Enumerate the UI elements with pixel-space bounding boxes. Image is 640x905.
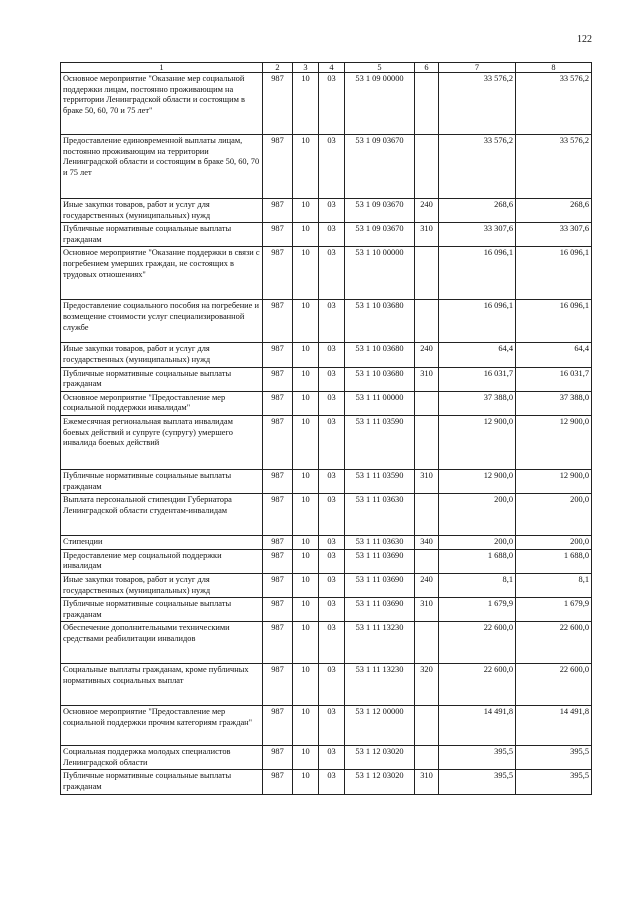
row-target-article: 53 1 11 03590 bbox=[345, 415, 415, 469]
row-name: Публичные нормативные социальные выплаты гражданам bbox=[61, 223, 263, 247]
row-subsection: 03 bbox=[319, 343, 345, 367]
row-target-article: 53 1 11 13230 bbox=[345, 664, 415, 706]
row-amount-col7: 395,5 bbox=[439, 770, 516, 794]
row-name: Социальная поддержка молодых специалистов Ленинградской области bbox=[61, 746, 263, 770]
row-section: 10 bbox=[293, 247, 319, 300]
row-code: 987 bbox=[263, 622, 293, 664]
row-section: 10 bbox=[293, 415, 319, 469]
row-code: 987 bbox=[263, 135, 293, 199]
row-name: Предоставление единовременной выплаты лицам, постоянно проживающим на территории Ленинградской области и состоящим в браке 50, 60, 70 и 75 лет bbox=[61, 135, 263, 199]
row-section: 10 bbox=[293, 549, 319, 573]
table-row bbox=[61, 73, 592, 135]
row-amount-col8: 16 031,7 bbox=[516, 367, 592, 391]
row-section: 10 bbox=[293, 367, 319, 391]
budget-table bbox=[60, 62, 592, 795]
row-code: 987 bbox=[263, 223, 293, 247]
row-amount-col8: 200,0 bbox=[516, 536, 592, 550]
row-section: 10 bbox=[293, 706, 319, 746]
header-cell: 1 bbox=[61, 63, 263, 73]
row-amount-col8: 22 600,0 bbox=[516, 622, 592, 664]
row-amount-col7: 33 576,2 bbox=[439, 135, 516, 199]
row-amount-col8: 37 388,0 bbox=[516, 391, 592, 415]
row-expense-kind: 240 bbox=[415, 199, 439, 223]
row-expense-kind bbox=[415, 706, 439, 746]
row-target-article: 53 1 11 03690 bbox=[345, 549, 415, 573]
row-target-article: 53 1 11 03630 bbox=[345, 494, 415, 536]
header-cell: 7 bbox=[439, 63, 516, 73]
row-target-article: 53 1 11 00000 bbox=[345, 391, 415, 415]
row-target-article: 53 1 09 03670 bbox=[345, 199, 415, 223]
row-subsection: 03 bbox=[319, 415, 345, 469]
row-amount-col7: 395,5 bbox=[439, 746, 516, 770]
row-code: 987 bbox=[263, 536, 293, 550]
row-expense-kind: 310 bbox=[415, 223, 439, 247]
row-subsection: 03 bbox=[319, 223, 345, 247]
row-expense-kind: 310 bbox=[415, 598, 439, 622]
row-expense-kind bbox=[415, 391, 439, 415]
row-section: 10 bbox=[293, 770, 319, 794]
table-row bbox=[61, 536, 592, 550]
row-amount-col8: 200,0 bbox=[516, 494, 592, 536]
row-code: 987 bbox=[263, 199, 293, 223]
table-row bbox=[61, 367, 592, 391]
row-name: Основное мероприятие "Предоставление мер социальной поддержки инвалидам" bbox=[61, 391, 263, 415]
row-target-article: 53 1 11 03630 bbox=[345, 536, 415, 550]
row-expense-kind bbox=[415, 247, 439, 300]
row-amount-col7: 22 600,0 bbox=[439, 622, 516, 664]
row-amount-col7: 16 096,1 bbox=[439, 247, 516, 300]
row-subsection: 03 bbox=[319, 664, 345, 706]
row-subsection: 03 bbox=[319, 622, 345, 664]
row-target-article: 53 1 10 03680 bbox=[345, 367, 415, 391]
row-name: Предоставление социального пособия на погребение и возмещение стоимости услуг специализированной службе bbox=[61, 300, 263, 343]
row-amount-col7: 16 031,7 bbox=[439, 367, 516, 391]
page-number: 122 bbox=[577, 34, 592, 45]
row-code: 987 bbox=[263, 746, 293, 770]
header-cell: 2 bbox=[263, 63, 293, 73]
row-amount-col8: 16 096,1 bbox=[516, 300, 592, 343]
row-expense-kind bbox=[415, 622, 439, 664]
row-expense-kind: 310 bbox=[415, 469, 439, 493]
row-subsection: 03 bbox=[319, 469, 345, 493]
table-row bbox=[61, 573, 592, 597]
row-subsection: 03 bbox=[319, 573, 345, 597]
row-target-article: 53 1 12 03020 bbox=[345, 770, 415, 794]
row-target-article: 53 1 10 00000 bbox=[345, 247, 415, 300]
row-subsection: 03 bbox=[319, 199, 345, 223]
table-row bbox=[61, 770, 592, 794]
row-target-article: 53 1 11 13230 bbox=[345, 622, 415, 664]
header-row bbox=[61, 63, 592, 73]
row-amount-col7: 1 679,9 bbox=[439, 598, 516, 622]
row-subsection: 03 bbox=[319, 300, 345, 343]
row-subsection: 03 bbox=[319, 135, 345, 199]
row-amount-col7: 8,1 bbox=[439, 573, 516, 597]
row-amount-col8: 33 576,2 bbox=[516, 135, 592, 199]
row-amount-col7: 1 688,0 bbox=[439, 549, 516, 573]
row-amount-col8: 395,5 bbox=[516, 770, 592, 794]
row-amount-col8: 16 096,1 bbox=[516, 247, 592, 300]
row-code: 987 bbox=[263, 247, 293, 300]
row-name: Иные закупки товаров, работ и услуг для государственных (муниципальных) нужд bbox=[61, 343, 263, 367]
table-row bbox=[61, 391, 592, 415]
row-code: 987 bbox=[263, 494, 293, 536]
row-expense-kind: 240 bbox=[415, 343, 439, 367]
row-code: 987 bbox=[263, 549, 293, 573]
row-name: Иные закупки товаров, работ и услуг для государственных (муниципальных) нужд bbox=[61, 199, 263, 223]
row-target-article: 53 1 09 03670 bbox=[345, 135, 415, 199]
row-name: Ежемесячная региональная выплата инвалидам боевых действий и супруге (супругу) умершего инвалида боевых действий bbox=[61, 415, 263, 469]
row-section: 10 bbox=[293, 300, 319, 343]
row-name: Публичные нормативные социальные выплаты гражданам bbox=[61, 469, 263, 493]
row-target-article: 53 1 09 00000 bbox=[345, 73, 415, 135]
row-section: 10 bbox=[293, 746, 319, 770]
row-subsection: 03 bbox=[319, 549, 345, 573]
row-amount-col8: 33 576,2 bbox=[516, 73, 592, 135]
header-cell: 6 bbox=[415, 63, 439, 73]
row-amount-col8: 12 900,0 bbox=[516, 469, 592, 493]
table-row bbox=[61, 664, 592, 706]
row-code: 987 bbox=[263, 415, 293, 469]
row-section: 10 bbox=[293, 135, 319, 199]
table-row bbox=[61, 343, 592, 367]
row-amount-col7: 12 900,0 bbox=[439, 469, 516, 493]
row-target-article: 53 1 10 03680 bbox=[345, 300, 415, 343]
header-cell: 4 bbox=[319, 63, 345, 73]
row-amount-col8: 1 679,9 bbox=[516, 598, 592, 622]
row-amount-col7: 16 096,1 bbox=[439, 300, 516, 343]
header-cell: 5 bbox=[345, 63, 415, 73]
row-expense-kind bbox=[415, 415, 439, 469]
table-row bbox=[61, 415, 592, 469]
row-amount-col7: 12 900,0 bbox=[439, 415, 516, 469]
row-name: Обеспечение дополнительными техническими средствами реабилитации инвалидов bbox=[61, 622, 263, 664]
row-target-article: 53 1 11 03590 bbox=[345, 469, 415, 493]
row-amount-col7: 268,6 bbox=[439, 199, 516, 223]
row-expense-kind: 340 bbox=[415, 536, 439, 550]
table-row bbox=[61, 135, 592, 199]
row-code: 987 bbox=[263, 391, 293, 415]
table-row bbox=[61, 746, 592, 770]
table-row bbox=[61, 223, 592, 247]
row-subsection: 03 bbox=[319, 706, 345, 746]
row-section: 10 bbox=[293, 536, 319, 550]
row-code: 987 bbox=[263, 573, 293, 597]
row-section: 10 bbox=[293, 664, 319, 706]
row-subsection: 03 bbox=[319, 247, 345, 300]
row-amount-col8: 12 900,0 bbox=[516, 415, 592, 469]
row-section: 10 bbox=[293, 622, 319, 664]
row-amount-col7: 33 576,2 bbox=[439, 73, 516, 135]
row-target-article: 53 1 09 03670 bbox=[345, 223, 415, 247]
row-section: 10 bbox=[293, 391, 319, 415]
row-code: 987 bbox=[263, 706, 293, 746]
row-subsection: 03 bbox=[319, 391, 345, 415]
row-subsection: 03 bbox=[319, 536, 345, 550]
row-name: Социальные выплаты гражданам, кроме публичных нормативных социальных выплат bbox=[61, 664, 263, 706]
table-row bbox=[61, 247, 592, 300]
row-code: 987 bbox=[263, 664, 293, 706]
row-amount-col8: 8,1 bbox=[516, 573, 592, 597]
row-amount-col8: 22 600,0 bbox=[516, 664, 592, 706]
row-section: 10 bbox=[293, 469, 319, 493]
row-amount-col8: 1 688,0 bbox=[516, 549, 592, 573]
table-row bbox=[61, 549, 592, 573]
row-name: Публичные нормативные социальные выплаты гражданам bbox=[61, 598, 263, 622]
row-target-article: 53 1 11 03690 bbox=[345, 573, 415, 597]
row-target-article: 53 1 10 03680 bbox=[345, 343, 415, 367]
header-cell: 3 bbox=[293, 63, 319, 73]
row-code: 987 bbox=[263, 367, 293, 391]
row-name: Публичные нормативные социальные выплаты гражданам bbox=[61, 770, 263, 794]
row-amount-col7: 22 600,0 bbox=[439, 664, 516, 706]
row-code: 987 bbox=[263, 73, 293, 135]
row-section: 10 bbox=[293, 343, 319, 367]
table-row bbox=[61, 199, 592, 223]
table-row bbox=[61, 622, 592, 664]
row-target-article: 53 1 12 00000 bbox=[345, 706, 415, 746]
row-expense-kind: 320 bbox=[415, 664, 439, 706]
table-row bbox=[61, 469, 592, 493]
row-amount-col8: 64,4 bbox=[516, 343, 592, 367]
row-expense-kind bbox=[415, 746, 439, 770]
row-section: 10 bbox=[293, 573, 319, 597]
header-cell: 8 bbox=[516, 63, 592, 73]
row-amount-col7: 33 307,6 bbox=[439, 223, 516, 247]
row-code: 987 bbox=[263, 343, 293, 367]
row-amount-col7: 200,0 bbox=[439, 536, 516, 550]
row-amount-col8: 33 307,6 bbox=[516, 223, 592, 247]
row-expense-kind bbox=[415, 135, 439, 199]
row-subsection: 03 bbox=[319, 770, 345, 794]
row-amount-col7: 200,0 bbox=[439, 494, 516, 536]
row-code: 987 bbox=[263, 770, 293, 794]
row-section: 10 bbox=[293, 598, 319, 622]
row-target-article: 53 1 12 03020 bbox=[345, 746, 415, 770]
row-expense-kind: 310 bbox=[415, 367, 439, 391]
row-expense-kind bbox=[415, 73, 439, 135]
row-amount-col7: 37 388,0 bbox=[439, 391, 516, 415]
row-section: 10 bbox=[293, 494, 319, 536]
row-name: Основное мероприятие "Предоставление мер социальной поддержки прочим категориям граждан" bbox=[61, 706, 263, 746]
row-amount-col8: 268,6 bbox=[516, 199, 592, 223]
row-expense-kind: 240 bbox=[415, 573, 439, 597]
row-amount-col8: 14 491,8 bbox=[516, 706, 592, 746]
table-row bbox=[61, 706, 592, 746]
row-subsection: 03 bbox=[319, 367, 345, 391]
table-row bbox=[61, 598, 592, 622]
row-name: Основное мероприятие "Оказание поддержки в связи с погребением умерших граждан, не состоящих в трудовых отношениях" bbox=[61, 247, 263, 300]
row-expense-kind bbox=[415, 300, 439, 343]
row-section: 10 bbox=[293, 199, 319, 223]
row-section: 10 bbox=[293, 223, 319, 247]
row-subsection: 03 bbox=[319, 73, 345, 135]
row-name: Публичные нормативные социальные выплаты гражданам bbox=[61, 367, 263, 391]
row-expense-kind bbox=[415, 549, 439, 573]
row-name: Стипендии bbox=[61, 536, 263, 550]
row-amount-col7: 14 491,8 bbox=[439, 706, 516, 746]
row-expense-kind bbox=[415, 494, 439, 536]
row-section: 10 bbox=[293, 73, 319, 135]
row-amount-col8: 395,5 bbox=[516, 746, 592, 770]
row-code: 987 bbox=[263, 598, 293, 622]
row-target-article: 53 1 11 03690 bbox=[345, 598, 415, 622]
row-amount-col7: 64,4 bbox=[439, 343, 516, 367]
row-subsection: 03 bbox=[319, 598, 345, 622]
table-row bbox=[61, 494, 592, 536]
row-code: 987 bbox=[263, 300, 293, 343]
row-name: Иные закупки товаров, работ и услуг для государственных (муниципальных) нужд bbox=[61, 573, 263, 597]
row-expense-kind: 310 bbox=[415, 770, 439, 794]
row-name: Предоставление мер социальной поддержки инвалидам bbox=[61, 549, 263, 573]
row-name: Выплата персональной стипендии Губернатора Ленинградской области студентам-инвалидам bbox=[61, 494, 263, 536]
row-name: Основное мероприятие "Оказание мер социальной поддержки лицам, постоянно проживающим на территории Ленинградской области и состоящим в браке 50, 60, 70 и 75 лет" bbox=[61, 73, 263, 135]
row-code: 987 bbox=[263, 469, 293, 493]
row-subsection: 03 bbox=[319, 746, 345, 770]
row-subsection: 03 bbox=[319, 494, 345, 536]
table-row bbox=[61, 300, 592, 343]
